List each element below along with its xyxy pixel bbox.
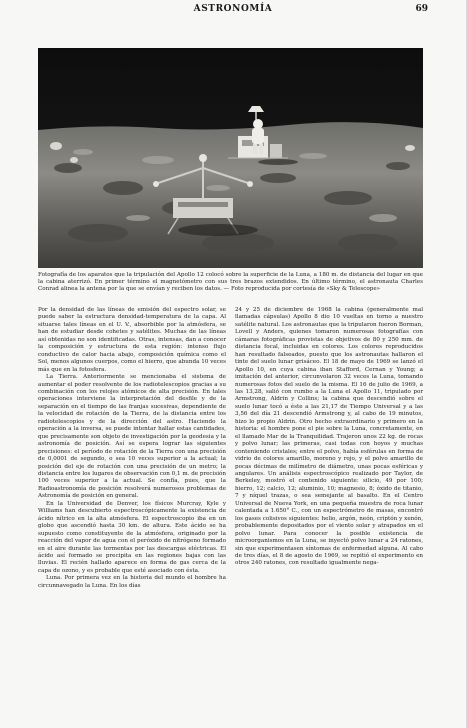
page-header <box>38 4 428 18</box>
paragraph-solar-spectrum: Por la densidad de las líneas de emisión del espectro solar, se puede saber la estructura densidad-temperatura de la capa. Al situarse tales líneas en el U. V., absorbible por la atmósfera, se han de estudiar desde cohetes y satélites. Muchas de las líneas así obtenidas no son identificadas. Otras, intensas, dan a conocer la composición y estructura de esta región: intenso flujo conductivo de calor hacia abajo, composición química como el Sol, menos algunos cuerpos, como el hierro, que abunda 10 veces más que en la fotosfera. <box>38 307 226 373</box>
body-text <box>38 307 423 707</box>
page-number: 69 <box>415 4 428 14</box>
left-column <box>38 307 226 707</box>
paragraph-la-tierra: La Tierra. Anteriormente se mencionaba el sistema de aumentar el poder resolvente de los radiotelescopios gracias a su combinación con los relojes atómicos de alta precisión. En tales operaciones interviene la interpretación del desfile y de la separación en el tiempo de las franjas sucesivas, dependiente de la velocidad de rotación de la Tierra, de la distancia entre los radiotelescopios y de la dirección del astro. Haciendo la operación a la inversa, se puede intentar hallar estas cantidades, que precisamente son objeto de investigación por la geodesia y la astronomía de posición. Así se espera lograr las siguientes precisiones: el período de rotación de la Tierra con una precisión de 0,0001 de segundo, o sea 10 veces superior a la actual; la posición del eje de rotación con una precisión de un metro; la distancia entre los lugares de observación con 0,1 m. de precisión 100 veces superior a la actual. Se confía, pues, que la Radioastronomía de posición resolverá numerosos problemas de Astronomía de posición en general. <box>38 374 226 500</box>
right-column <box>235 307 423 707</box>
paragraph-nitric-acid: En la Universidad de Denver, los físicos Murcray, Kyle y Williams han descubierto espectroscópicamente la existencia de ácido nítrico en la alta atmósfera. El espectroscopio iba en un globo que ascendió hasta 30 km. de altura. Este ácido se ha supuesto como constituyente de la atmósfera, originado por la reacción del vapor de agua con el peróxido de nitrógeno formado en el aire durante las tormentas por las descargas eléctricas. El ácido así formado se precipita en las regiones bajas con las lluvias. El recién hallado aparece en forma de gas cerca de la capa de ozono, y es probable que esté asociado con ésta. <box>38 500 226 574</box>
paragraph-luna: Luna. Por primera vez en la historia del mundo el hombre ha circunnavegado la Luna. En los días <box>38 575 226 589</box>
running-head: ASTRONOMÍA <box>193 4 273 14</box>
paragraph-apollo-missions: 24 y 25 de diciembre de 1968 la cabina (generalmente mal llamadas cápsulas) Apollo 8 dio 10 vueltas en torno a nuestro satélite natural. Los astronautas que la tripularon fueron Borman, Lovell y Anders, quienes tomaron numerosas fotografías con cámaras fotográficas provistas de objetivos de 80 y 250 mm. de distancia focal, incluidas en colores. Los colores reproducidos han resultado falseados, puesto que los astronautas hallaron el tinte del suelo lunar grisáceo. El 18 de mayo de 1969 se lanzó el Apollo 10, en cuya cabina iban Stafford, Cernan y Young; a imitación del anterior, circunvolaron 32 veces la Luna, tomando numerosas fotos del suelo de la misma. El 16 de julio de 1969, a las 13,28, salió con rumbo a la Luna el Apollo 11, tripulado por Armstrong, Aldrin y Collins; la cabina que descendió sobre el suelo lunar tocó a éste a las 21,17 de Tiempo Universal y a las 3,56 del día 21 descendió Armstrong y, al cabo de 19 minutos, hizo lo propio Aldrin. Otro hecho extraordinario y primero en la historia: el hombre pone el pie sobre la Luna, concretamente, en el llamado Mar de la Tranquilidad. Trajeron unos 22 kg. de rocas y polvo lunar; las primeras, casi todas con hoyos y muchas conteniendo cristales; entre el polvo, había esférulas en forma de vidrio de colores amarillo, moreno y rojo, y el polvo amarillo de pocas décimas de milímetro de diámetro, unas pocas esféricas y angulares. Un análisis espectroscópico realizado por Taylor, de Berkeley, mostró el contenido siguiente: silicio, 49 por 100; hierro, 12; calcio, 12; aluminio, 10; magnesio, 8; óxido de titanio, 7 y níquel trazas, o sea semejante al basalto. En el Centro Universal de Nueva York, en una pequeña muestra de roca lunar calentada a 1.650° C., con un espectrómetro de masas, encontró los gases colisivos siguientes: helio, argón, neón, criptón y xenón, probablemente depositados por el viento solar y atrapados en el polvo lunar. Para conocer la posible existencia de microorganismos en la Luna, se inyectó polvo lunar a 24 ratones, sin que experimentasen síntomas de enfermedad alguna. Al cabo de tres días, el 8 de agosto de 1969, se repitió el experimento en otros 240 ratones, con resultado igualmente nega- <box>235 307 424 567</box>
figure-caption: Fotografía de los aparatos que la tripulación del Apollo 12 colocó sobre la superficie de la Luna, a 180 m. de distancia del lugar en que la cabina aterrizó. En primer término el magnetómetro con sus tres brazos extendidos. En último término, el astronauta Charles Conrad alinea la antena por la que se envían y reciben los datos. — Foto reproducida por cortesía de «Sky & Telescope» <box>38 272 423 293</box>
lunar-surface-photo <box>38 48 423 268</box>
